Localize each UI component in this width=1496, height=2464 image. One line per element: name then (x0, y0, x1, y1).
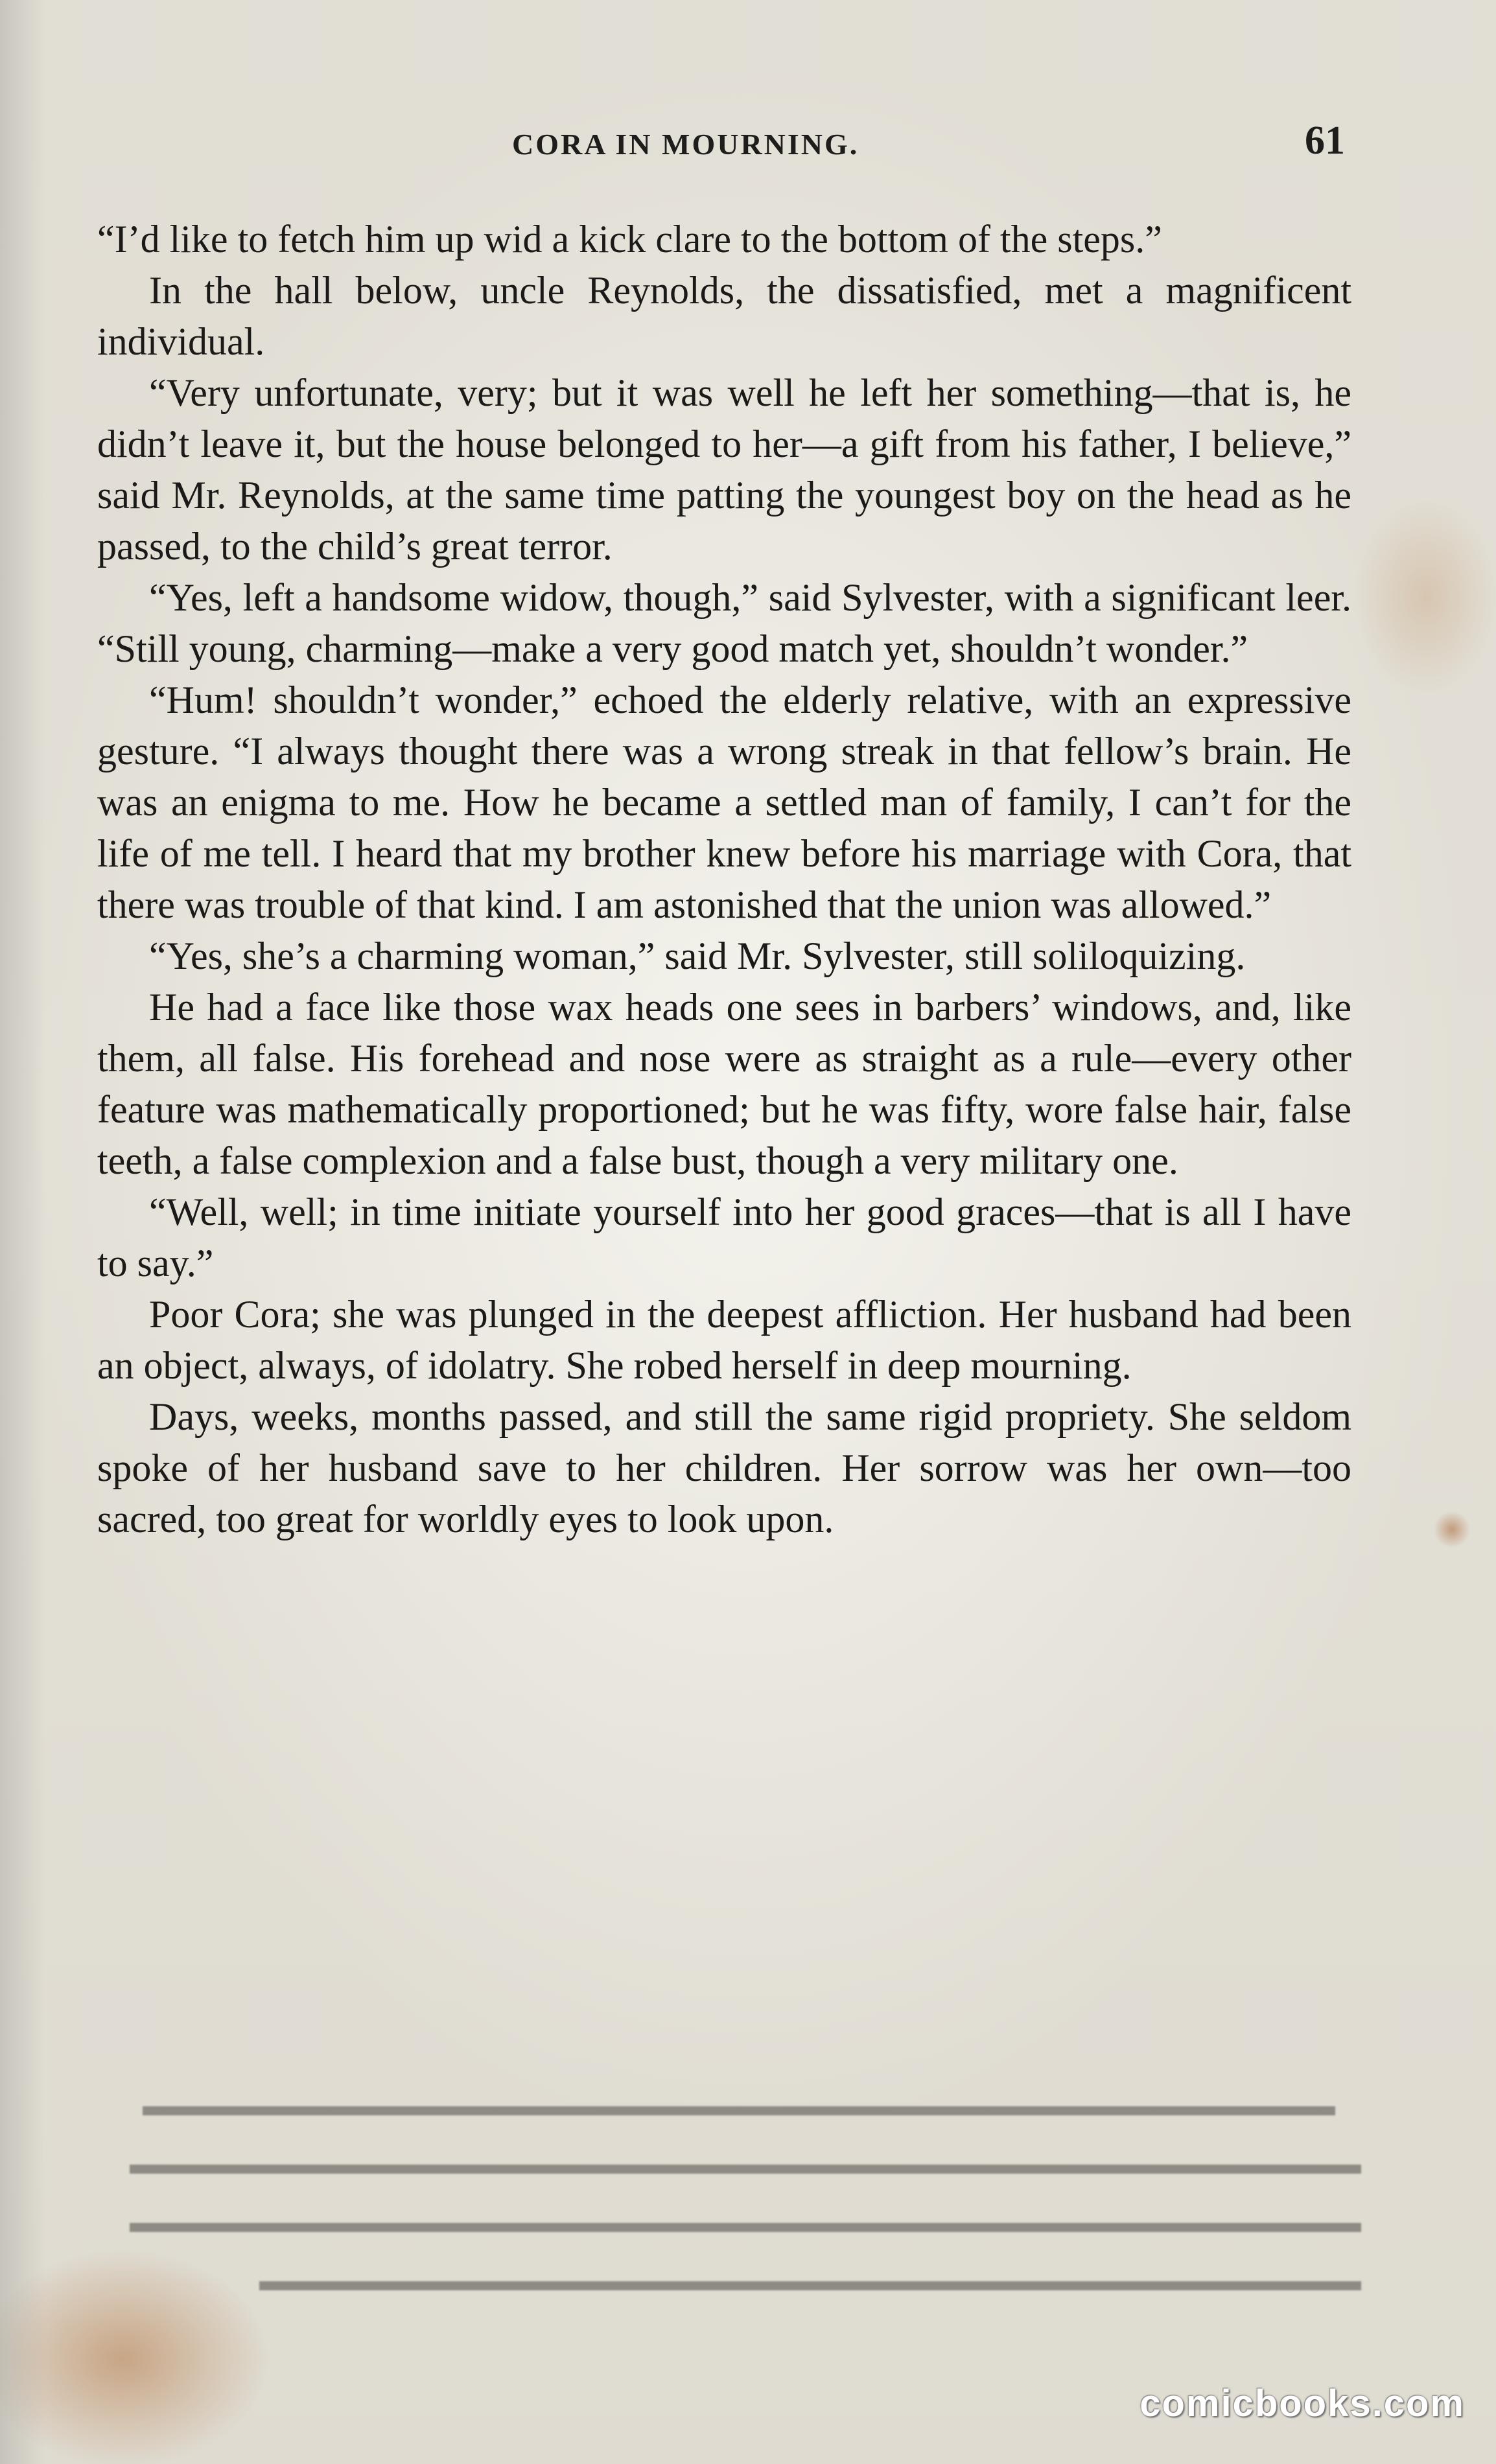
site-watermark: comicbooks.com (1140, 2382, 1465, 2424)
paragraph: In the hall below, uncle Reynolds, the dissatisfied, met a magnificent individual. (97, 269, 1351, 363)
running-title: CORA IN MOURNING. (512, 128, 859, 161)
paragraph: “Well, well; in time initiate yourself into her good graces—that is all I have to say.” (97, 1191, 1351, 1284)
paragraph: “I’d like to fetch him up wid a kick clare to the bottom of the steps.” (97, 218, 1162, 261)
paragraph: He had a face like those wax heads one sees in barbers’ windows, and, like them, all false. His forehead and nose were as straight as a rule—every other feature was mathematically proportioned; but he was fifty, wore false hair, false teeth, a false complexion and a false bust, though a very military one. (97, 986, 1351, 1182)
spine-shadow (0, 0, 45, 2464)
body-text (97, 214, 1351, 1545)
paragraph: Poor Cora; she was plunged in the deepest affliction. Her husband had been an object, always, of idolatry. She robed herself in deep mourning. (97, 1293, 1351, 1387)
page-number: 61 (1305, 119, 1345, 163)
paragraph: “Very unfortunate, very; but it was well he left her something—that is, he didn’t leave it, but the house belonged to her—a gift from his father, I believe,” said Mr. Reynolds, at the same time patting the youngest boy on the head as he passed, to the child’s great terror. (97, 371, 1351, 568)
show-through-texture (78, 2093, 1374, 2327)
page-header (100, 119, 1345, 163)
paragraph: Days, weeks, months passed, and still the same rigid propriety. She seldom spoke of her husband save to her children. Her sorrow was her own—too sacred, too great for worldly eyes to look upon. (97, 1395, 1351, 1540)
paragraph: “Hum! shouldn’t wonder,” echoed the elderly relative, with an expressive gesture. “I always thought there was a wrong streak in that fellow’s brain. He was an enigma to me. How he became a settled man of family, I can’t for the life of me tell. I heard that my brother knew before his marriage with Cora, that there was trouble of that kind. I am astonished that the union was allowed.” (97, 679, 1351, 926)
bleed-lines (78, 2093, 1374, 2327)
paragraph: “Yes, she’s a charming woman,” said Mr. Sylvester, still soliloquizing. (149, 935, 1246, 977)
paragraph: “Yes, left a handsome widow, though,” said Sylvester, with a significant leer. “Still young, charming—make a very good match yet, shouldn’t wonder.” (97, 576, 1351, 670)
